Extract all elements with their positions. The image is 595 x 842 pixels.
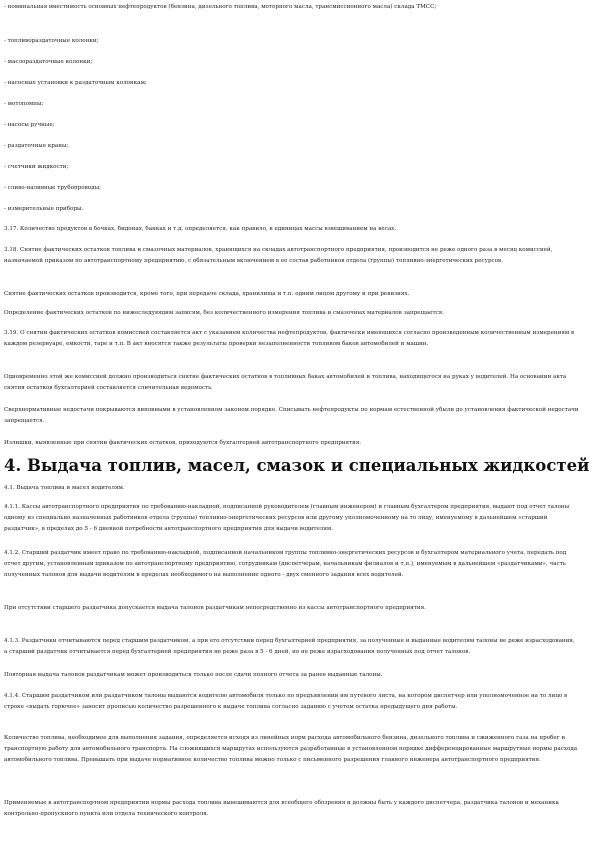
section-heading: 4. Выдача топлив, масел, смазок и специальных жидкостей [4, 456, 590, 475]
paragraph-tank-check: Одновременно этой же комиссией должно производиться снятие фактических остатков в топливных баках автомобилей и топлива, находящегося на руках у водителей. На основании акта снятия остатков бухгалтерией составляется сличительная ведомость. [4, 374, 567, 392]
paragraph-4-1-2: 4.1.2. Старший раздатчик имеет право по требованию-накладной, подписанной начальником группы топливно-энергетических ресурсов и бухгалтером материального учета, передать под отчет другим, установленным приказом по автотранспортному предприятию, сотрудникам (диспетчерам, начальникам филиалов и т.п.), именуемым в дальнейшем «раздатчиками», часть полученных талонов для выдачи водителям в пределах необходимого на выполнение одного - двух сменного задания всех водителей. [4, 550, 567, 579]
paragraph-3-18: 3.18. Снятие фактических остатков топлива и смазочных материалов, хранящихся на складах автотранспортного предприятия, производится не реже одного раза в месяц комиссией, назначаемой приказом по автотранспортному предприятию, с обязательным включением в ее состав работников отдела (группы) топливно-энергетических ресурсов. [4, 247, 553, 265]
paragraph-3-17: 3.17. Количество продуктов в бочках, бидонах, банках и т.д. определяется, как правило, в единицах массы взвешиванием на весах. [4, 226, 397, 232]
paragraph-storage-capacity: - номинальная вместимость основных нефтепродуктов (бензина, дизельного топлива, моторного масла, трансмиссионного масла) склада ТМСС; [4, 4, 437, 10]
paragraph-4-1: 4.1. Выдача топлива и масел водителям. [4, 485, 125, 491]
list-item-fuel-dispensers: - топливораздаточные колонки; [4, 38, 99, 44]
paragraph-shortages: Сверхнормативные недостачи покрываются виновными в установленном законом порядке. Списывать нефтепродукты по нормам естественной убыли до установления фактической недостачи запрещается. [4, 407, 579, 425]
paragraph-measurement-requirement: Определение фактических остатков по нижеследующим записям, без количественного измерения топлива и смазочных материалов запрещается. [4, 310, 444, 316]
paragraph-surplus: Излишки, выявленные при снятии фактических остатков, приходуются бухгалтерией автотранспортного предприятия. [4, 440, 362, 446]
list-item-liquid-meters: - счетчики жидкости; [4, 164, 69, 170]
list-item-hand-pumps: - насосы ручные; [4, 122, 55, 128]
paragraph-repeat-issue: Повторная выдача талонов раздатчикам может производиться только после сдачи полного отчета за ранее выданные талоны. [4, 672, 383, 678]
paragraph-no-senior-dispenser: При отсутствии старшего раздатчика допускается выдача талонов раздатчикам непосредственно из кассы автотранспортного предприятия. [4, 605, 426, 611]
paragraph-4-1-4: 4.1.4. Старшим раздатчиком или раздатчиком талоны выдаются водителю автомобиля только по предъявлении им путевого листа, на котором диспетчер или уполномоченное на то лицо в строке «выдать горючее» заносит прописью количество разрешенного к выдаче топлива согласно заданию с учетом остатка предыдущего дня работы. [4, 693, 568, 711]
paragraph-3-19: 3.19. О снятии фактических остатков комиссией составляется акт с указанием количества нефтепродуктов, фактически имеющихся согласно произведенным количественным измерениям в каждом резервуаре, емкости, таре и т.п. В акт вносятся также результаты проверки незаполненности топливом баков автомобилей и машин. [4, 330, 575, 348]
paragraph-stock-transfer: Снятие фактических остатков производится, кроме того, при передаче склада, хранилища и т.п. одним лицом другому и при ревизиях. [4, 291, 410, 297]
list-item-dispensing-nozzles: - раздаточные краны; [4, 143, 69, 149]
paragraph-4-1-3: 4.1.3. Раздатчики отчитываются перед старшим раздатчиком, а при его отсутствии перед бухгалтерией предприятия, за полученные и выданные водителям талоны не реже израсходования, а старший раздатчик отчитывается перед бухгалтерией предприятия не реже раза в 5 - 6 дней, но не реже израсходования полученных под отчет талонов. [4, 638, 575, 656]
list-item-oil-dispensers: - маслораздаточные колонки; [4, 59, 93, 65]
list-item-pipelines: - сливо-наливные трубопроводы; [4, 185, 101, 191]
list-item-measuring-devices: - измерительные приборы. [4, 206, 84, 212]
paragraph-fuel-norms: Количество топлива, необходимое для выполнения задания, определяется исходя из линейных норм расхода автомобильного бензина, дизельного топлива и сжиженного газа на пробег и транспортную работу для автомобильного транспорта. На сложившихся маршрутах используются разработанные в установленном порядке дифференцированные маршрутные нормы расхода автомобильного топлива. Превышать при выдаче нормативное количество топлива можно только с письменного разрешения главного инженера автотранспортного предприятия. [4, 735, 578, 764]
paragraph-norms-posted: Применяемые в автотранспортном предприятии нормы расхода топлива вывешиваются для всеобщего обозрения и должны быть у каждого диспетчера, раздатчика талонов и механика контрольно-пропускного пункта или отдела технического контроля. [4, 800, 559, 818]
list-item-motor-pumps: - мотопомпы; [4, 101, 44, 107]
paragraph-4-1-1: 4.1.1. Кассы автотранспортного предприятия по требованию-накладной, подписанной руководителем (главным инженером) и главным бухгалтером предприятия, выдают под отчет талоны одному из специально назначенных работников отдела (группы) топливно-энергетических ресурсов или другому уполномоченному на то лицу, именуемому в дальнейшем «старший раздатчик», в пределах до 5 - 6 дневной потребности автотранспортного предприятия для выдачи водителям. [4, 504, 570, 533]
list-item-pump-units: - насосные установки к раздаточным колонкам; [4, 80, 147, 86]
